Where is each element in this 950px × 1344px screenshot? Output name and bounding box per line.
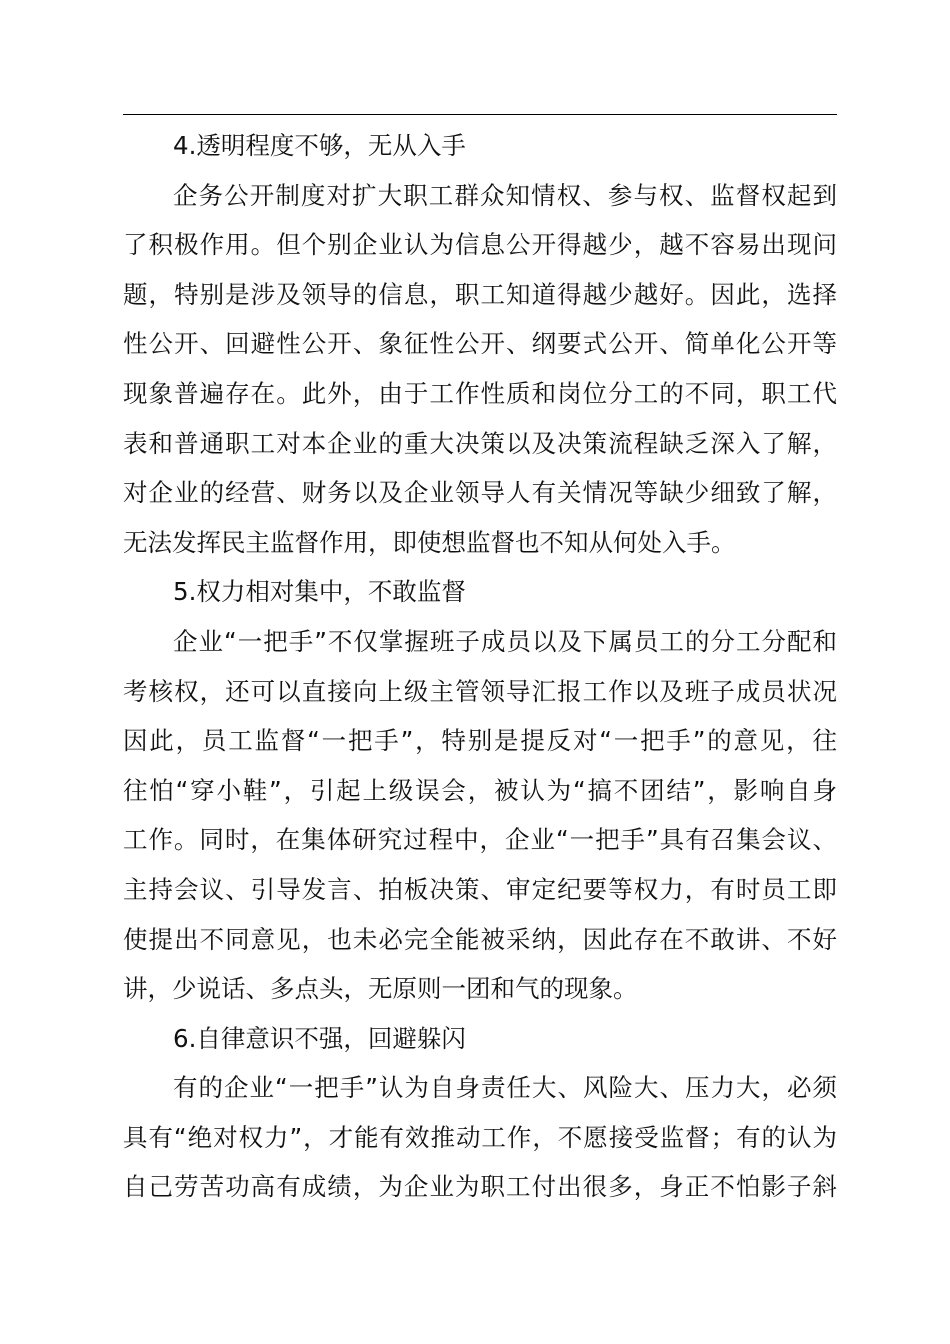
text-line: 自己劳苦功高有成绩，为企业为职工付出很多，身正不怕影子斜 bbox=[123, 1172, 837, 1202]
section-heading: 4.透明程度不够，无从入手 bbox=[173, 131, 466, 160]
text-line: 因此，员工监督“一把手”，特别是提反对“一把手”的意见，往 bbox=[123, 726, 837, 756]
text-line: 性公开、回避性公开、象征性公开、纲要式公开、简单化公开等 bbox=[123, 329, 837, 359]
text-line: 工作。同时，在集体研究过程中，企业“一把手”具有召集会议、 bbox=[123, 825, 837, 855]
text-line: 对企业的经营、财务以及企业领导人有关情况等缺少细致了解， bbox=[123, 478, 837, 508]
text-line: 表和普通职工对本企业的重大决策以及决策流程缺乏深入了解， bbox=[123, 428, 837, 458]
text-line: 有的企业“一把手”认为自身责任大、风险大、压力大，必须 bbox=[173, 1073, 837, 1103]
text-line: 无法发挥民主监督作用，即使想监督也不知从何处入手。 bbox=[123, 527, 736, 557]
text-line: 主持会议、引导发言、拍板决策、审定纪要等权力，有时员工即 bbox=[123, 874, 837, 904]
text-line: 题，特别是涉及领导的信息，职工知道得越少越好。因此，选择 bbox=[123, 279, 837, 309]
text-line: 具有“绝对权力”，才能有效推动工作，不愿接受监督；有的认为 bbox=[123, 1122, 837, 1152]
header-rule bbox=[123, 114, 837, 115]
text-line: 了积极作用。但个别企业认为信息公开得越少，越不容易出现问 bbox=[123, 230, 837, 260]
section-heading: 6.自律意识不强，回避躲闪 bbox=[173, 1023, 466, 1053]
text-line: 往怕“穿小鞋”，引起上级误会，被认为“搞不团结”，影响自身 bbox=[123, 775, 837, 805]
text-line: 使提出不同意见，也未必完全能被采纳，因此存在不敢讲、不好 bbox=[123, 924, 837, 954]
text-line: 现象普遍存在。此外，由于工作性质和岗位分工的不同，职工代 bbox=[123, 378, 837, 408]
text-line: 企业“一把手”不仅掌握班子成员以及下属员工的分工分配和 bbox=[173, 626, 837, 656]
text-line: 企务公开制度对扩大职工群众知情权、参与权、监督权起到 bbox=[173, 180, 837, 210]
document-body bbox=[123, 121, 837, 1212]
text-line: 考核权，还可以直接向上级主管领导汇报工作以及班子成员状况 bbox=[123, 676, 837, 706]
text-line: 讲，少说话、多点头，无原则一团和气的现象。 bbox=[123, 974, 638, 1004]
section-heading: 5.权力相对集中，不敢监督 bbox=[173, 577, 466, 607]
